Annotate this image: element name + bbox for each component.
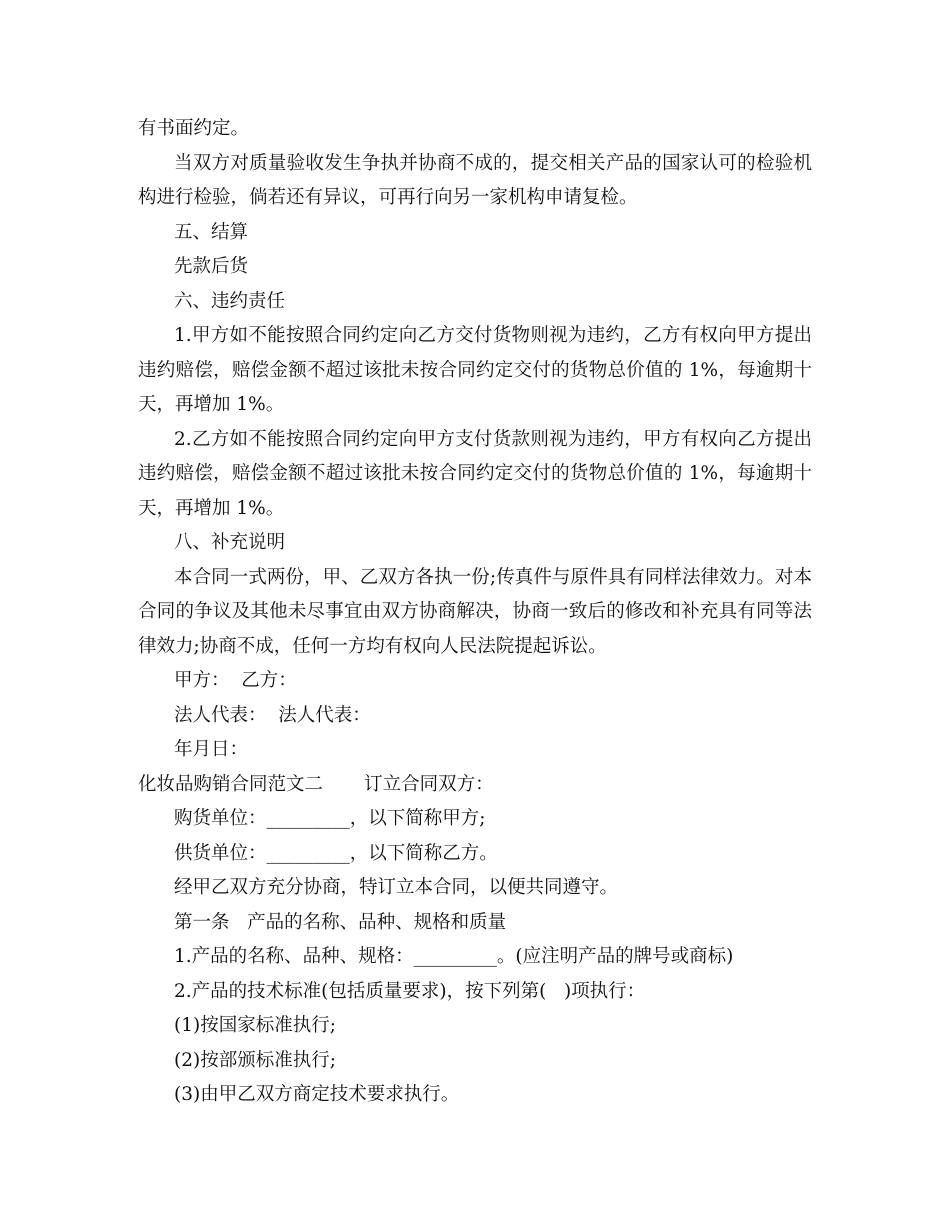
item-technical-standard: 2.产品的技术标准(包括质量要求)，按下列第( )项执行：	[174, 980, 646, 1002]
signature-date: 年月日：	[174, 739, 249, 760]
paragraph-liability-party-a: 1.甲方如不能按照合同约定向乙方交付货物则视为违约，乙方有权向甲方提出违约赔偿，赔偿金额不超过该批未按合同约定交付的货物总价值的 1%，每逾期十天，再增加 1%。	[138, 325, 812, 415]
contract-two-title: 化妆品购销合同范文二 订立合同双方：	[138, 773, 494, 795]
signature-parties: 甲方： 乙方：	[174, 670, 297, 691]
item-product-name: 1.产品的名称、品种、规格：_________。(应注明产品的牌号或商标)	[174, 946, 734, 967]
paragraph-liability-party-b: 2.乙方如不能按照合同约定向甲方支付货款则视为违约，甲方有权向乙方提出违约赔偿，赔偿金额不超过该批未按合同约定交付的货物总价值的 1%，每逾期十天，再增加 1%。	[138, 428, 812, 519]
purchaser-line: 购货单位：_________，以下简称甲方;	[174, 808, 486, 829]
section-heading-supplement: 八、补充说明	[174, 532, 286, 553]
supplier-line: 供货单位：_________，以下简称乙方。	[174, 842, 498, 864]
paragraph-agreement: 经甲乙双方充分协商，特订立本合同，以便共同遵守。	[174, 877, 619, 898]
paragraph-quality-dispute: 当双方对质量验收发生争执并协商不成的，提交相关产品的国家认可的检验机构进行检验，倘若还有异议，可再行向另一家机构申请复检。	[138, 152, 812, 208]
paragraph-supplement: 本合同一式两份，甲、乙双方各执一份;传真件与原件具有同样法律效力。对本合同的争议及其他未尽事宜由双方协商解决，协商一致后的修改和补充具有同等法律效力;协商不成，任何一方均有权向人民法院提起诉讼。	[138, 566, 812, 657]
option-negotiated-standard: (3)由甲乙双方商定技术要求执行。	[174, 1084, 460, 1105]
option-ministry-standard: (2)按部颁标准执行;	[174, 1049, 336, 1071]
article-one-heading: 第一条 产品的名称、品种、规格和质量	[174, 911, 507, 933]
option-national-standard: (1)按国家标准执行;	[174, 1015, 336, 1036]
paragraph-continuation: 有书面约定。	[138, 118, 250, 139]
section-heading-liability: 六、违约责任	[174, 290, 286, 312]
paragraph-payment-first: 先款后货	[174, 256, 249, 277]
section-heading-settlement: 五、结算	[174, 221, 249, 243]
signature-representatives: 法人代表： 法人代表：	[174, 704, 371, 726]
